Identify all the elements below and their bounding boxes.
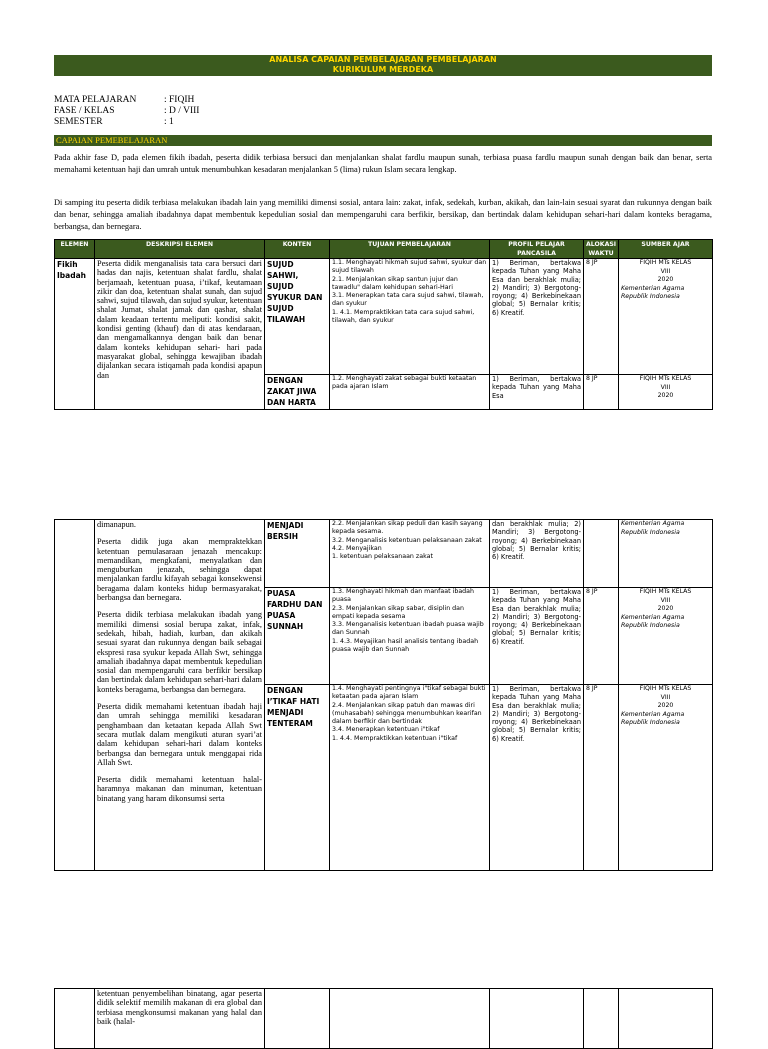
info-row-fase [54, 106, 354, 117]
info-value: : D / VIII [164, 106, 200, 116]
header-deskripsi: DESKRIPSI ELEMEN [95, 240, 265, 259]
tujuan-item: 2.2. Menjalankan sikap peduli dan kasih sayang kepada sesama. [332, 520, 483, 536]
sumber-line: 2020 [657, 702, 674, 709]
profil-cell [490, 989, 584, 1049]
profil-cell: 1) Beriman, bertakwa kepada Tuhan yang Maha Esa [490, 375, 584, 410]
alokasi-cell [584, 520, 619, 588]
tujuan-item: 2.4. Menjalankan sikap patuh dan mawas diri (muhasabah) sehingga menumbuhkan kearifan dalam berfikir dan bertindak [332, 701, 482, 726]
tujuan-item: 1. 4.3. Meyajikan hasil analisis tentang ibadah puasa wajib dan Sunnah [332, 637, 479, 654]
sumber-cell [619, 989, 713, 1049]
alokasi-cell: 8 JP [584, 375, 619, 410]
sumber-publisher: Kementerian Agama Republik Indonesia [621, 520, 685, 536]
konten-cell [265, 989, 330, 1049]
sumber-publisher: Kementerian Agama Republik Indonesia [621, 613, 685, 629]
description-cell-continued: ketentuan penyembelihan binatang, agar peserta didik selektif memilih makanan di era global dan terbiasa mengkonsumsi makanan yang halal dan baik (halal- [95, 989, 265, 1049]
tujuan-item: 1. 4.4. Mempraktikkan ketentuan i"tikaf [332, 734, 458, 742]
sumber-line: 2020 [657, 392, 674, 399]
tujuan-item: 4.2. Menyajikan [332, 544, 382, 552]
table-row [55, 989, 713, 1049]
tujuan-item: 3.2. Menganalisis ketentuan pelaksanaan zakat [332, 536, 482, 544]
tujuan-item: 1. ketentuan pelaksanaan zakat [332, 553, 433, 561]
konten-cell: DENGAN I’TIKAF HATI MENJADI TENTERAM [265, 685, 330, 871]
tujuan-item: 1.1. Menghayati hikmah sujud sahwi, syukur dan sujud tilawah [332, 259, 487, 275]
tujuan-cell [330, 520, 490, 588]
profil-cell: 1) Beriman, bertakwa kepada Tuhan yang Maha Esa dan berakhlak mulia; 2) Mandiri; 3) Bergotong-royong; 4) Berkebinekaan global; 5) Bernalar kritis; 6) Kreatif. [490, 588, 584, 685]
header-sumber: SUMBER AJAR [619, 240, 713, 259]
analysis-table-page3 [54, 988, 713, 1049]
info-value: : FIQIH [164, 95, 195, 105]
sumber-line: VIII [660, 693, 671, 701]
sumber-cell [619, 259, 713, 375]
sumber-line: FIQIH MTs KELAS [639, 375, 692, 382]
analysis-table-page2 [54, 519, 713, 871]
capaian-heading: CAPAIAN PEMEBELAJARAN [54, 135, 712, 146]
tujuan-item: 1.4. Menghayati pentingnya i"tikaf sebagai bukti ketaatan pada ajaran Islam [332, 685, 486, 701]
sumber-line: 2020 [657, 276, 674, 283]
profil-cell: 1) Beriman, bertakwa kepada Tuhan yang Maha Esa dan berakhlak mulia; 2) Mandiri; 3) Bergotong-royong; 4) Berkebinekaan global; 5) Bernalar kritis; 6) Kreatif. [490, 685, 584, 871]
profil-cell: 1) Beriman, bertakwa kepada Tuhan yang Maha Esa dan berakhlak mulia; 2) Mandiri; 3) Bergotong-royong; 4) Berkebinekaan global; 5) Bernalar kritis; 6) Kreatif. [490, 259, 584, 375]
sumber-cell [619, 588, 713, 685]
konten-cell: PUASA FARDHU DAN PUASA SUNNAH [265, 588, 330, 685]
tujuan-item: 2.1. Menjalankan sikap santun jujur dan tawadlu" dalam kehidupan sehari-Hari [332, 275, 458, 291]
info-row-mapel [54, 95, 354, 106]
table-header-row [55, 240, 713, 259]
tujuan-item: 3.4. Menerapkan ketentuan i"tikaf [332, 726, 440, 734]
konten-cell: MENJADI BERSIH [265, 520, 330, 588]
description-paragraph: Peserta didik juga akan mempraktekkan ketentuan pemulasaraan jenazah mencakup: memandikan, mengkafani, menyalatkan dan menguburkan jenazah, sehingga dapat menjalankan fardlu kifayah sebagai konsekwensi beragama dalam konteks hidup bermasyarakat, berbangsa dan bernegara. [97, 537, 262, 603]
info-label: MATA PELAJARAN [54, 95, 137, 105]
tujuan-cell [330, 259, 490, 375]
sumber-line: 2020 [657, 605, 674, 612]
capaian-paragraph-2: Di samping itu peserta didik terbiasa melakukan ibadah lain yang memiliki dimensi sosial, antara lain: zakat, infak, sedekah, kurban, akikah, dan lain-lain sesuai syarat dan rukunnya dengan baik dan benar, sehingga amaliah ibadahnya dapat membentuk kepedulian sosial dan mempengaruhi cara berfikir, bersikap, dan bertindak dalam kehidupan sehari-hari dalam konteks beragama, berbangsa, dan bernegara. [54, 198, 712, 231]
header-profil: PROFIL PELAJAR PANCASILA [490, 240, 584, 259]
sumber-line: FIQIH MTs KELAS [639, 588, 692, 595]
document-title-bar [54, 55, 712, 76]
konten-cell: SUJUD SAHWI, SUJUD SYUKUR DAN SUJUD TILAWAH [265, 259, 330, 375]
header-tujuan: TUJUAN PEMBELAJARAN [330, 240, 490, 259]
tujuan-item: 1. 4.1. Mempraktikkan tata cara sujud sahwi, tilawah, dan syukur [332, 308, 475, 325]
sumber-line: FIQIH MTs KELAS [639, 259, 692, 266]
sumber-line: VIII [660, 596, 671, 604]
tujuan-cell [330, 989, 490, 1049]
info-value: : 1 [164, 117, 174, 127]
sumber-line: VIII [660, 383, 671, 391]
sumber-line: VIII [660, 267, 671, 275]
info-row-semester [54, 117, 354, 128]
document-title-line1: ANALISA CAPAIAN PEMBELAJARAN PEMBELAJARAN [269, 55, 497, 64]
description-cell: Peserta didik menganalisis tata cara bersuci dari hadas dan najis, ketentuan shalat fardlu, shalat berjamaah, ketentuan puasa, i’tikaf, keutamaan zikir dan doa, ketentuan shalat sunah, dan sujud sahwi, sujud tilawah, dan sujud syukur, ketentuan shalat Jumat, shalat jamak dan qashar, shalat dalam keadaan tertentu meliputi: kondisi sakit, kondisi genting (khauf) dan di atas kendaraan, dan mengamalkannya dengan baik dan benar dalam konteks kehidupan sehari- hari pada masyarakat global, sehingga kewajiban ibadah dijalankan secara istiqamah pada kondisi apapun dan [95, 259, 265, 410]
tujuan-cell [330, 375, 490, 410]
tujuan-item: 1.2. Menghayati zakat sebagai bukti ketaatan pada ajaran Islam [332, 375, 477, 391]
header-konten: KONTEN [265, 240, 330, 259]
konten-cell: DENGAN ZAKAT JIWA DAN HARTA [265, 375, 330, 410]
tujuan-item: 3.1. Menerapkan tata cara sujud sahwi, tilawah, dan syukur [332, 292, 484, 308]
profil-cell: dan berakhlak mulia; 2) Mandiri; 3) Bergotong-royong; 4) Berkebinekaan global; 5) Bernalar kritis; 6) Kreatif. [490, 520, 584, 588]
description-paragraph: Peserta didik memahami ketentuan ibadah haji dan umrah sehingga memiliki kesadaran penghambaan dan ketaatan kepada Allah Swt secara mutlak dalam mengikuti aturan syari’at dalam kehidupan sehari-hari dalam konteks berbangsa dan bernegara untuk menggapai rida Allah Swt. [97, 702, 262, 767]
sumber-cell [619, 375, 713, 410]
description-cell-continued [95, 520, 265, 871]
alokasi-cell: 8 JP [584, 685, 619, 871]
capaian-paragraph-1: Pada akhir fase D, pada elemen fikih ibadah, peserta didik terbiasa bersuci dan menjalankan shalat fardlu maupun sunah, terbiasa puasa fardlu maupun sunah dengan baik dan benar, serta memahami ketentuan haji dan umrah untuk menumbuhkan kesadaran menjalankan 5 (lima) rukun Islam secara lengkap. [54, 153, 712, 174]
info-label: SEMESTER [54, 117, 103, 127]
description-paragraph: dimanapun. [97, 520, 136, 529]
table-row [55, 259, 713, 375]
sumber-publisher: Kementerian Agama Republik Indonesia [621, 284, 685, 300]
alokasi-cell: 8 JP [584, 588, 619, 685]
analysis-table-page1 [54, 239, 713, 410]
sumber-line: FIQIH MTs KELAS [639, 685, 692, 692]
header-elemen: ELEMEN [55, 240, 95, 259]
tujuan-item: 1.3. Menghayati hikmah dan manfaat ibadah puasa [332, 588, 475, 604]
tujuan-item: 2.3. Menjalankan sikap sabar, disiplin dan empati kepada sesama [332, 604, 465, 620]
document-title-line2: KURIKULUM MERDEKA [332, 65, 434, 74]
alokasi-cell: 8 JP [584, 259, 619, 375]
element-cell: Fikih Ibadah [55, 259, 95, 410]
alokasi-cell [584, 989, 619, 1049]
tujuan-cell [330, 588, 490, 685]
sumber-publisher: Kementerian Agama Republik Indonesia [621, 710, 685, 726]
table-row [55, 520, 713, 588]
info-label: FASE / KELAS [54, 106, 115, 116]
sumber-cell [619, 685, 713, 871]
sumber-cell [619, 520, 713, 588]
header-alokasi: ALOKASI WAKTU [584, 240, 619, 259]
tujuan-cell [330, 685, 490, 871]
element-cell-continued [55, 520, 95, 871]
element-cell-continued [55, 989, 95, 1049]
description-paragraph: Peserta didik terbiasa melakukan ibadah yang memiliki dimensi sosial berupa zakat, infak, sedekah, hibah, hadiah, kurban, dan akikah sesuai syarat dan rukunnya dengan baik sebagai ekspresi rasa syukur kepada Allah Swt, sehingga amaliah ibadahnya dapat membentuk kepedulian sosial dan mempengaruhi cara berfikir bersikap dan bertindak dalam kehidupan sehari-hari dalam konteks beragama, berbangsa dan bernegara. [97, 610, 262, 694]
description-paragraph: Peserta didik memahami ketentuan halal-haramnya makanan dan minuman, ketentuan binatang yang haram dikonsumsi serta [97, 775, 262, 803]
tujuan-item: 3.3. Menganalisis ketentuan ibadah puasa wajib dan Sunnah [332, 621, 484, 637]
